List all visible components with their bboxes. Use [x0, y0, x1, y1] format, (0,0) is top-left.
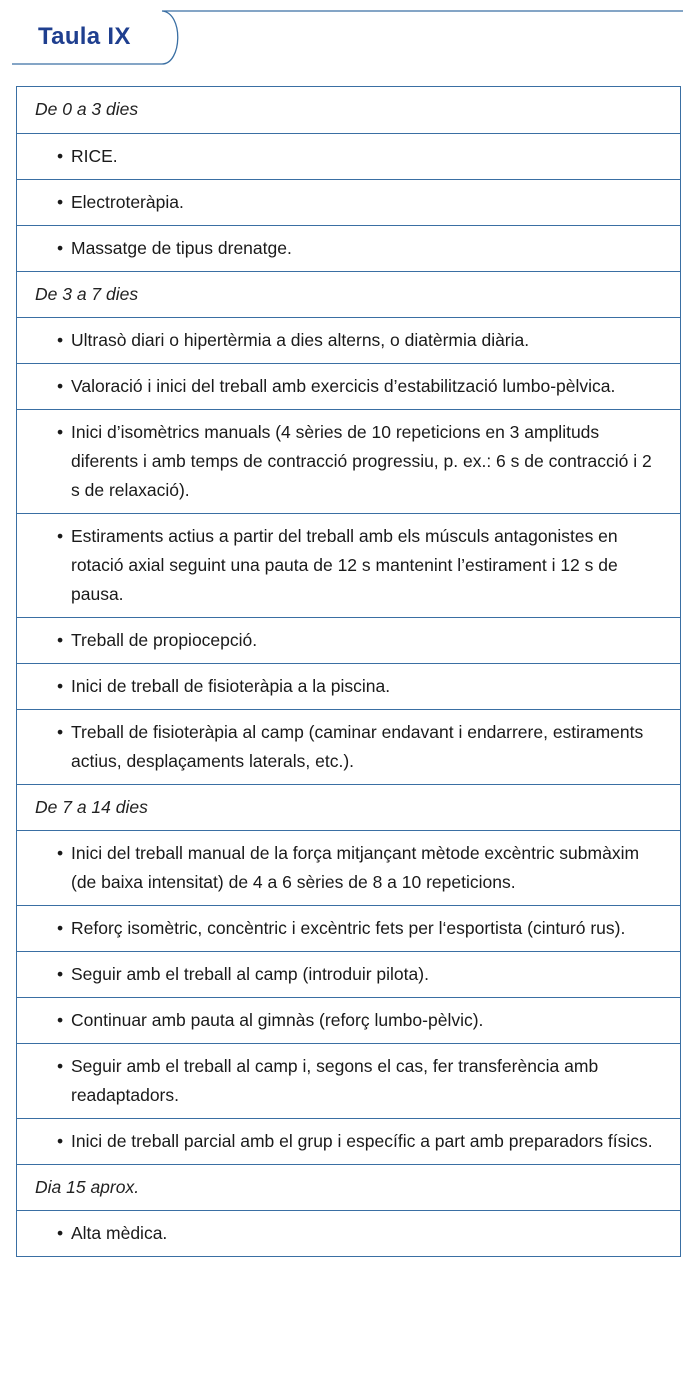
bullet-icon: • — [57, 238, 64, 258]
list-item-text: Inici de treball parcial amb el grup i específic a part amb preparadors físics. — [71, 1131, 653, 1151]
list-item-text: Treball de propiocepció. — [71, 630, 258, 650]
bullet-icon: • — [57, 192, 64, 212]
bullet-icon: • — [57, 146, 64, 166]
bullet-icon: • — [57, 422, 64, 442]
bullet-icon: • — [57, 630, 64, 650]
table-title: Taula IX — [38, 23, 131, 50]
list-item-text: Reforç isomètric, concèntric i excèntric fets per l‘esportista (cinturó rus). — [71, 918, 626, 938]
bullet-icon: • — [57, 330, 64, 350]
list-item-text: Valoració i inici del treball amb exercicis d’estabilització lumbo-pèlvica. — [71, 376, 616, 396]
list-item — [17, 830, 680, 905]
list-item — [17, 225, 680, 271]
bullet-icon: • — [57, 1131, 64, 1151]
list-item-text: Seguir amb el treball al camp i, segons el cas, fer transferència amb readaptadors. — [71, 1056, 599, 1105]
list-item-text: Inici del treball manual de la força mitjançant mètode excèntric submàxim (de baixa intensitat) de 4 a 6 sèries de 8 a 10 repeticions. — [71, 843, 640, 892]
list-item — [17, 951, 680, 997]
list-item-text: Inici de treball de fisioteràpia a la piscina. — [71, 676, 391, 696]
list-item — [17, 1210, 680, 1256]
section-heading: De 3 a 7 dies — [17, 271, 680, 317]
list-item — [17, 663, 680, 709]
bullet-icon: • — [57, 722, 64, 742]
bullet-icon: • — [57, 964, 64, 984]
list-item-text: Ultrasò diari o hipertèrmia a dies alterns, o diatèrmia diària. — [71, 330, 530, 350]
bullet-icon: • — [57, 526, 64, 546]
list-item-text: Inici d’isomètrics manuals (4 sèries de 10 repeticions en 3 amplituds diferents i amb temps de contracció progressiu, p. ex.: 6 s de contracció i 2 s de relaxació). — [71, 422, 652, 500]
list-item — [17, 617, 680, 663]
bullet-icon: • — [57, 843, 64, 863]
list-item — [17, 179, 680, 225]
section-heading: De 7 a 14 dies — [17, 784, 680, 830]
list-item — [17, 709, 680, 784]
list-item-text: Alta mèdica. — [71, 1223, 168, 1243]
list-item-text: Treball de fisioteràpia al camp (caminar endavant i endarrere, estiraments actius, desplaçaments laterals, etc.). — [71, 722, 644, 771]
list-item — [17, 905, 680, 951]
list-item — [17, 317, 680, 363]
list-item — [17, 363, 680, 409]
list-item — [17, 997, 680, 1043]
bullet-icon: • — [57, 676, 64, 696]
bullet-icon: • — [57, 1056, 64, 1076]
list-item-text: RICE. — [71, 146, 118, 166]
bullet-icon: • — [57, 1010, 64, 1030]
bullet-icon: • — [57, 376, 64, 396]
section-heading: De 0 a 3 dies — [35, 99, 139, 119]
list-item — [17, 133, 680, 179]
list-item — [17, 1043, 680, 1118]
protocol-table — [16, 86, 681, 1257]
list-item — [17, 1118, 680, 1164]
bullet-icon: • — [57, 918, 64, 938]
list-item-text: Estiraments actius a partir del treball amb els músculs antagonistes en rotació axial seguint una pauta de 12 s mantenint l’estirament i 12 s de pausa. — [71, 526, 618, 604]
list-item-text: Massatge de tipus drenatge. — [71, 238, 292, 258]
list-item — [17, 513, 680, 617]
table-header-tab — [12, 10, 683, 72]
list-item-text: Electroteràpia. — [71, 192, 184, 212]
list-item-text: Seguir amb el treball al camp (introduir pilota). — [71, 964, 429, 984]
list-item — [17, 409, 680, 513]
bullet-icon: • — [57, 1223, 64, 1243]
section-heading: Dia 15 aprox. — [17, 1164, 680, 1210]
list-item-text: Continuar amb pauta al gimnàs (reforç lumbo-pèlvic). — [71, 1010, 484, 1030]
